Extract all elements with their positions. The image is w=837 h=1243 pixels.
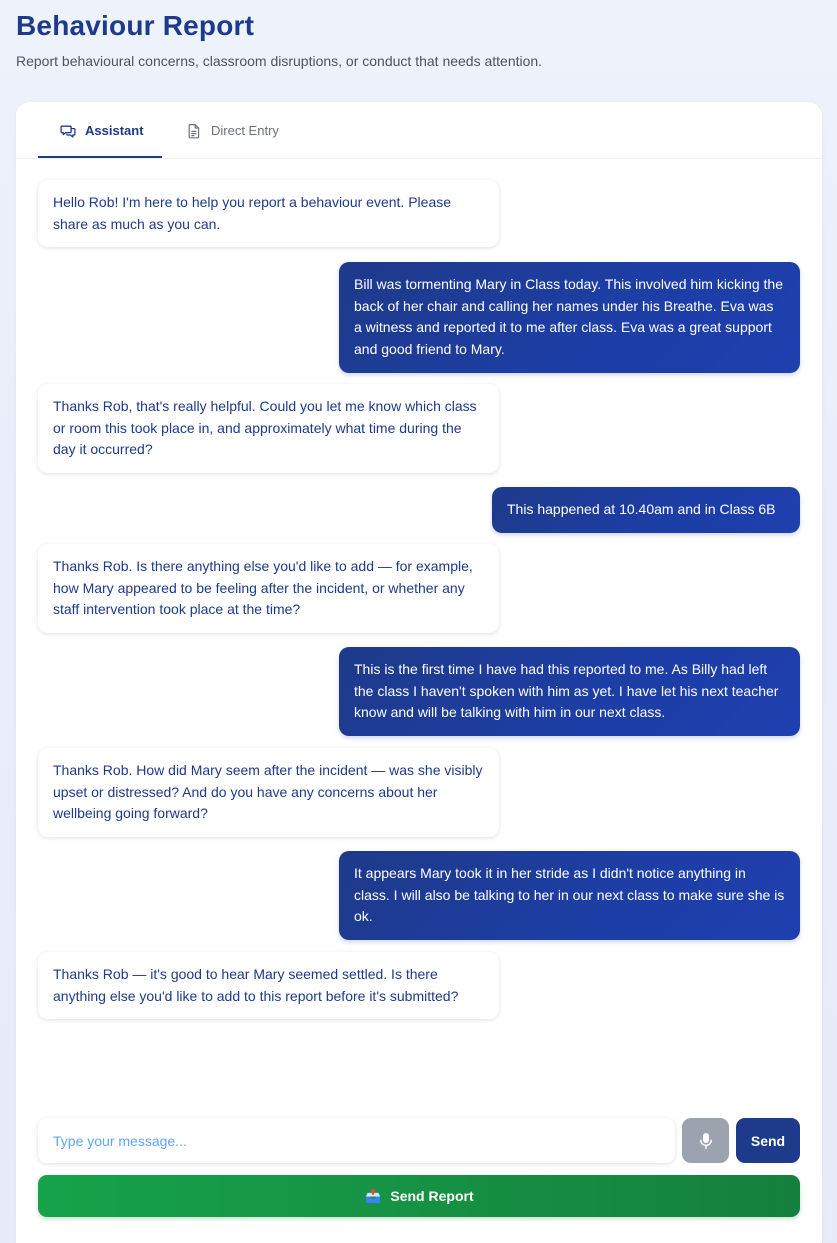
message-text: Thanks Rob, that's really helpful. Could you let me know which class or room this took place in, and approximately what time during the day it occurred? (53, 398, 477, 458)
message-text: It appears Mary took it in her stride as I didn't notice anything in class. I will also be talking to her in our next class to make sure she is ok. (354, 865, 785, 925)
report-card (16, 102, 822, 1243)
page-subtitle: Report behavioural concerns, classroom disruptions, or conduct that needs attention. (16, 53, 543, 69)
assistant-message (38, 384, 499, 473)
tab-assistant-label: Assistant (85, 123, 144, 138)
active-tab-indicator (38, 156, 162, 158)
tab-assistant[interactable] (38, 102, 162, 159)
message-text: Thanks Rob — it's good to hear Mary seemed settled. Is there anything else you'd like to add to this report before it's submitted? (53, 966, 459, 1004)
send-button[interactable] (736, 1118, 800, 1163)
assistant-message (38, 544, 499, 633)
send-report-button[interactable] (38, 1175, 800, 1217)
send-button-label: Send (750, 1132, 786, 1149)
message-input[interactable] (38, 1118, 675, 1163)
page-title: Behaviour Report (16, 10, 255, 41)
message-text: Thanks Rob. Is there anything else you'd like to add — for example, how Mary appeared to be feeling after the incident, or whether any staff intervention took place at the time? (53, 558, 473, 618)
document-icon (186, 123, 202, 139)
user-message (339, 262, 800, 373)
microphone-button[interactable] (682, 1118, 729, 1163)
send-report-label: Send Report (390, 1188, 474, 1204)
assistant-message (38, 748, 499, 837)
user-message (339, 647, 800, 736)
chat-bubbles-icon (60, 123, 76, 139)
outbox-tray-icon (364, 1187, 382, 1205)
user-message (339, 851, 800, 940)
message-text: This is the first time I have had this reported to me. As Billy had left the class I haven't spoken with him as yet. I have let his next teacher know and will be talking with him in our next class. (354, 661, 779, 721)
microphone-icon (699, 1132, 713, 1150)
message-text: Bill was tormenting Mary in Class today. This involved him kicking the back of her chair and calling her names under his Breathe. Eva was a witness and reported it to me after class. Eva was a great support and good friend to Mary. (354, 276, 783, 358)
tab-direct-entry[interactable] (184, 102, 304, 159)
message-text: This happened at 10.40am and in Class 6B (507, 501, 776, 517)
tab-bar (16, 102, 822, 159)
message-text: Thanks Rob. How did Mary seem after the incident — was she visibly upset or distressed? And do you have any concerns about her wellbeing going forward? (53, 762, 483, 822)
assistant-message (38, 952, 499, 1019)
tab-direct-entry-label: Direct Entry (211, 123, 279, 138)
user-message (492, 487, 800, 533)
assistant-message (38, 180, 499, 247)
message-text: Hello Rob! I'm here to help you report a behaviour event. Please share as much as you can. (53, 194, 452, 232)
